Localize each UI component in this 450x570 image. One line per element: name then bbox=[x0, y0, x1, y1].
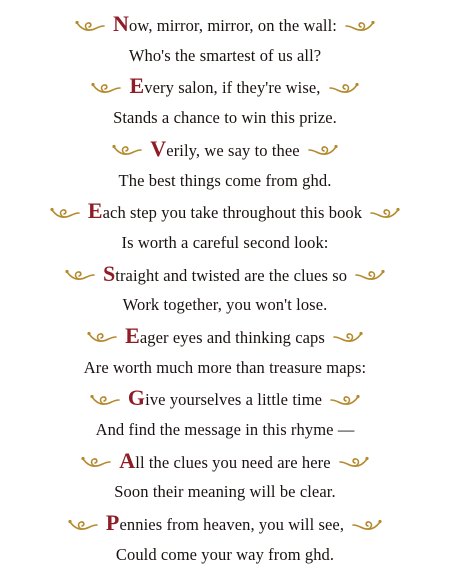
flourish-right-icon bbox=[329, 391, 361, 407]
flourish-left-icon bbox=[49, 204, 81, 220]
line-text bbox=[102, 260, 348, 286]
poem-line bbox=[0, 414, 450, 445]
flourish-right-icon bbox=[307, 141, 339, 157]
line-text bbox=[114, 482, 335, 502]
drop-initial: V bbox=[150, 135, 167, 161]
line-text bbox=[123, 295, 328, 315]
line-text bbox=[119, 171, 332, 191]
poem-line bbox=[0, 71, 450, 102]
line-text bbox=[125, 322, 325, 348]
line-body: ager eyes and thinking caps bbox=[139, 327, 325, 347]
poem-line bbox=[0, 227, 450, 258]
poem-line bbox=[0, 383, 450, 414]
poem-line bbox=[0, 477, 450, 508]
flourish-left-icon bbox=[80, 453, 112, 469]
flourish-left-icon bbox=[67, 516, 99, 532]
line-text bbox=[96, 420, 355, 440]
line-body: ach step you take throughout this book bbox=[102, 203, 363, 223]
line-body: Could come your way from ghd. bbox=[115, 544, 335, 564]
line-body: Soon their meaning will be clear. bbox=[114, 482, 336, 502]
flourish-right-icon bbox=[328, 79, 360, 95]
line-body: Is worth a careful second look: bbox=[121, 232, 329, 252]
poem-line bbox=[0, 321, 450, 352]
line-body: The best things come from ghd. bbox=[118, 170, 332, 190]
poem-line bbox=[0, 539, 450, 570]
poem-line bbox=[0, 508, 450, 539]
drop-initial: E bbox=[125, 322, 140, 348]
poem-line bbox=[0, 446, 450, 477]
line-body: Who's the smartest of us all? bbox=[128, 45, 322, 65]
line-text bbox=[129, 46, 321, 66]
line-text bbox=[119, 447, 331, 473]
line-body: Work together, you won't lose. bbox=[122, 295, 328, 315]
flourish-right-icon bbox=[338, 453, 370, 469]
line-text bbox=[106, 512, 344, 535]
line-text bbox=[129, 75, 320, 98]
flourish-right-icon bbox=[351, 516, 383, 532]
poem-line bbox=[0, 196, 450, 227]
drop-initial: E bbox=[87, 198, 103, 224]
line-text bbox=[116, 545, 334, 565]
line-text bbox=[150, 135, 300, 161]
flourish-left-icon bbox=[74, 17, 106, 33]
drop-initial: G bbox=[127, 385, 146, 411]
poem-line bbox=[0, 290, 450, 321]
poem-line bbox=[0, 9, 450, 40]
drop-initial: S bbox=[102, 260, 116, 286]
poem-line bbox=[0, 134, 450, 165]
line-text bbox=[113, 13, 337, 36]
line-text bbox=[122, 233, 329, 253]
flourish-left-icon bbox=[89, 391, 121, 407]
line-body: And find the message in this rhyme — bbox=[95, 420, 355, 440]
drop-initial: N bbox=[113, 11, 130, 37]
line-body: ive yourselves a little time bbox=[145, 390, 323, 410]
flourish-right-icon bbox=[354, 266, 386, 282]
flourish-right-icon bbox=[344, 17, 376, 33]
line-body: ennies from heaven, you will see, bbox=[119, 515, 345, 535]
poem bbox=[0, 9, 450, 570]
drop-initial: A bbox=[119, 447, 136, 473]
flourish-left-icon bbox=[111, 141, 143, 157]
line-body: very salon, if they're wise, bbox=[144, 78, 321, 98]
poem-line bbox=[0, 40, 450, 71]
line-body: erily, we say to thee bbox=[166, 140, 300, 160]
poem-line bbox=[0, 103, 450, 134]
line-body: ll the clues you need are here bbox=[135, 452, 331, 472]
flourish-left-icon bbox=[64, 266, 96, 282]
poem-line bbox=[0, 352, 450, 383]
drop-initial: E bbox=[129, 73, 145, 99]
flourish-left-icon bbox=[90, 79, 122, 95]
poem-line bbox=[0, 165, 450, 196]
line-body: ow, mirror, mirror, on the wall: bbox=[129, 16, 337, 36]
line-body: Stands a chance to win this prize. bbox=[113, 108, 337, 128]
line-text bbox=[84, 358, 366, 378]
line-body: traight and twisted are the clues so bbox=[115, 265, 348, 285]
flourish-right-icon bbox=[332, 328, 364, 344]
line-text bbox=[113, 108, 337, 128]
poem-line bbox=[0, 259, 450, 290]
drop-initial: P bbox=[105, 510, 120, 536]
line-text bbox=[128, 387, 322, 410]
line-body: Are worth much more than treasure maps: bbox=[83, 357, 367, 377]
flourish-left-icon bbox=[86, 328, 118, 344]
flourish-right-icon bbox=[369, 204, 401, 220]
line-text bbox=[88, 200, 362, 223]
